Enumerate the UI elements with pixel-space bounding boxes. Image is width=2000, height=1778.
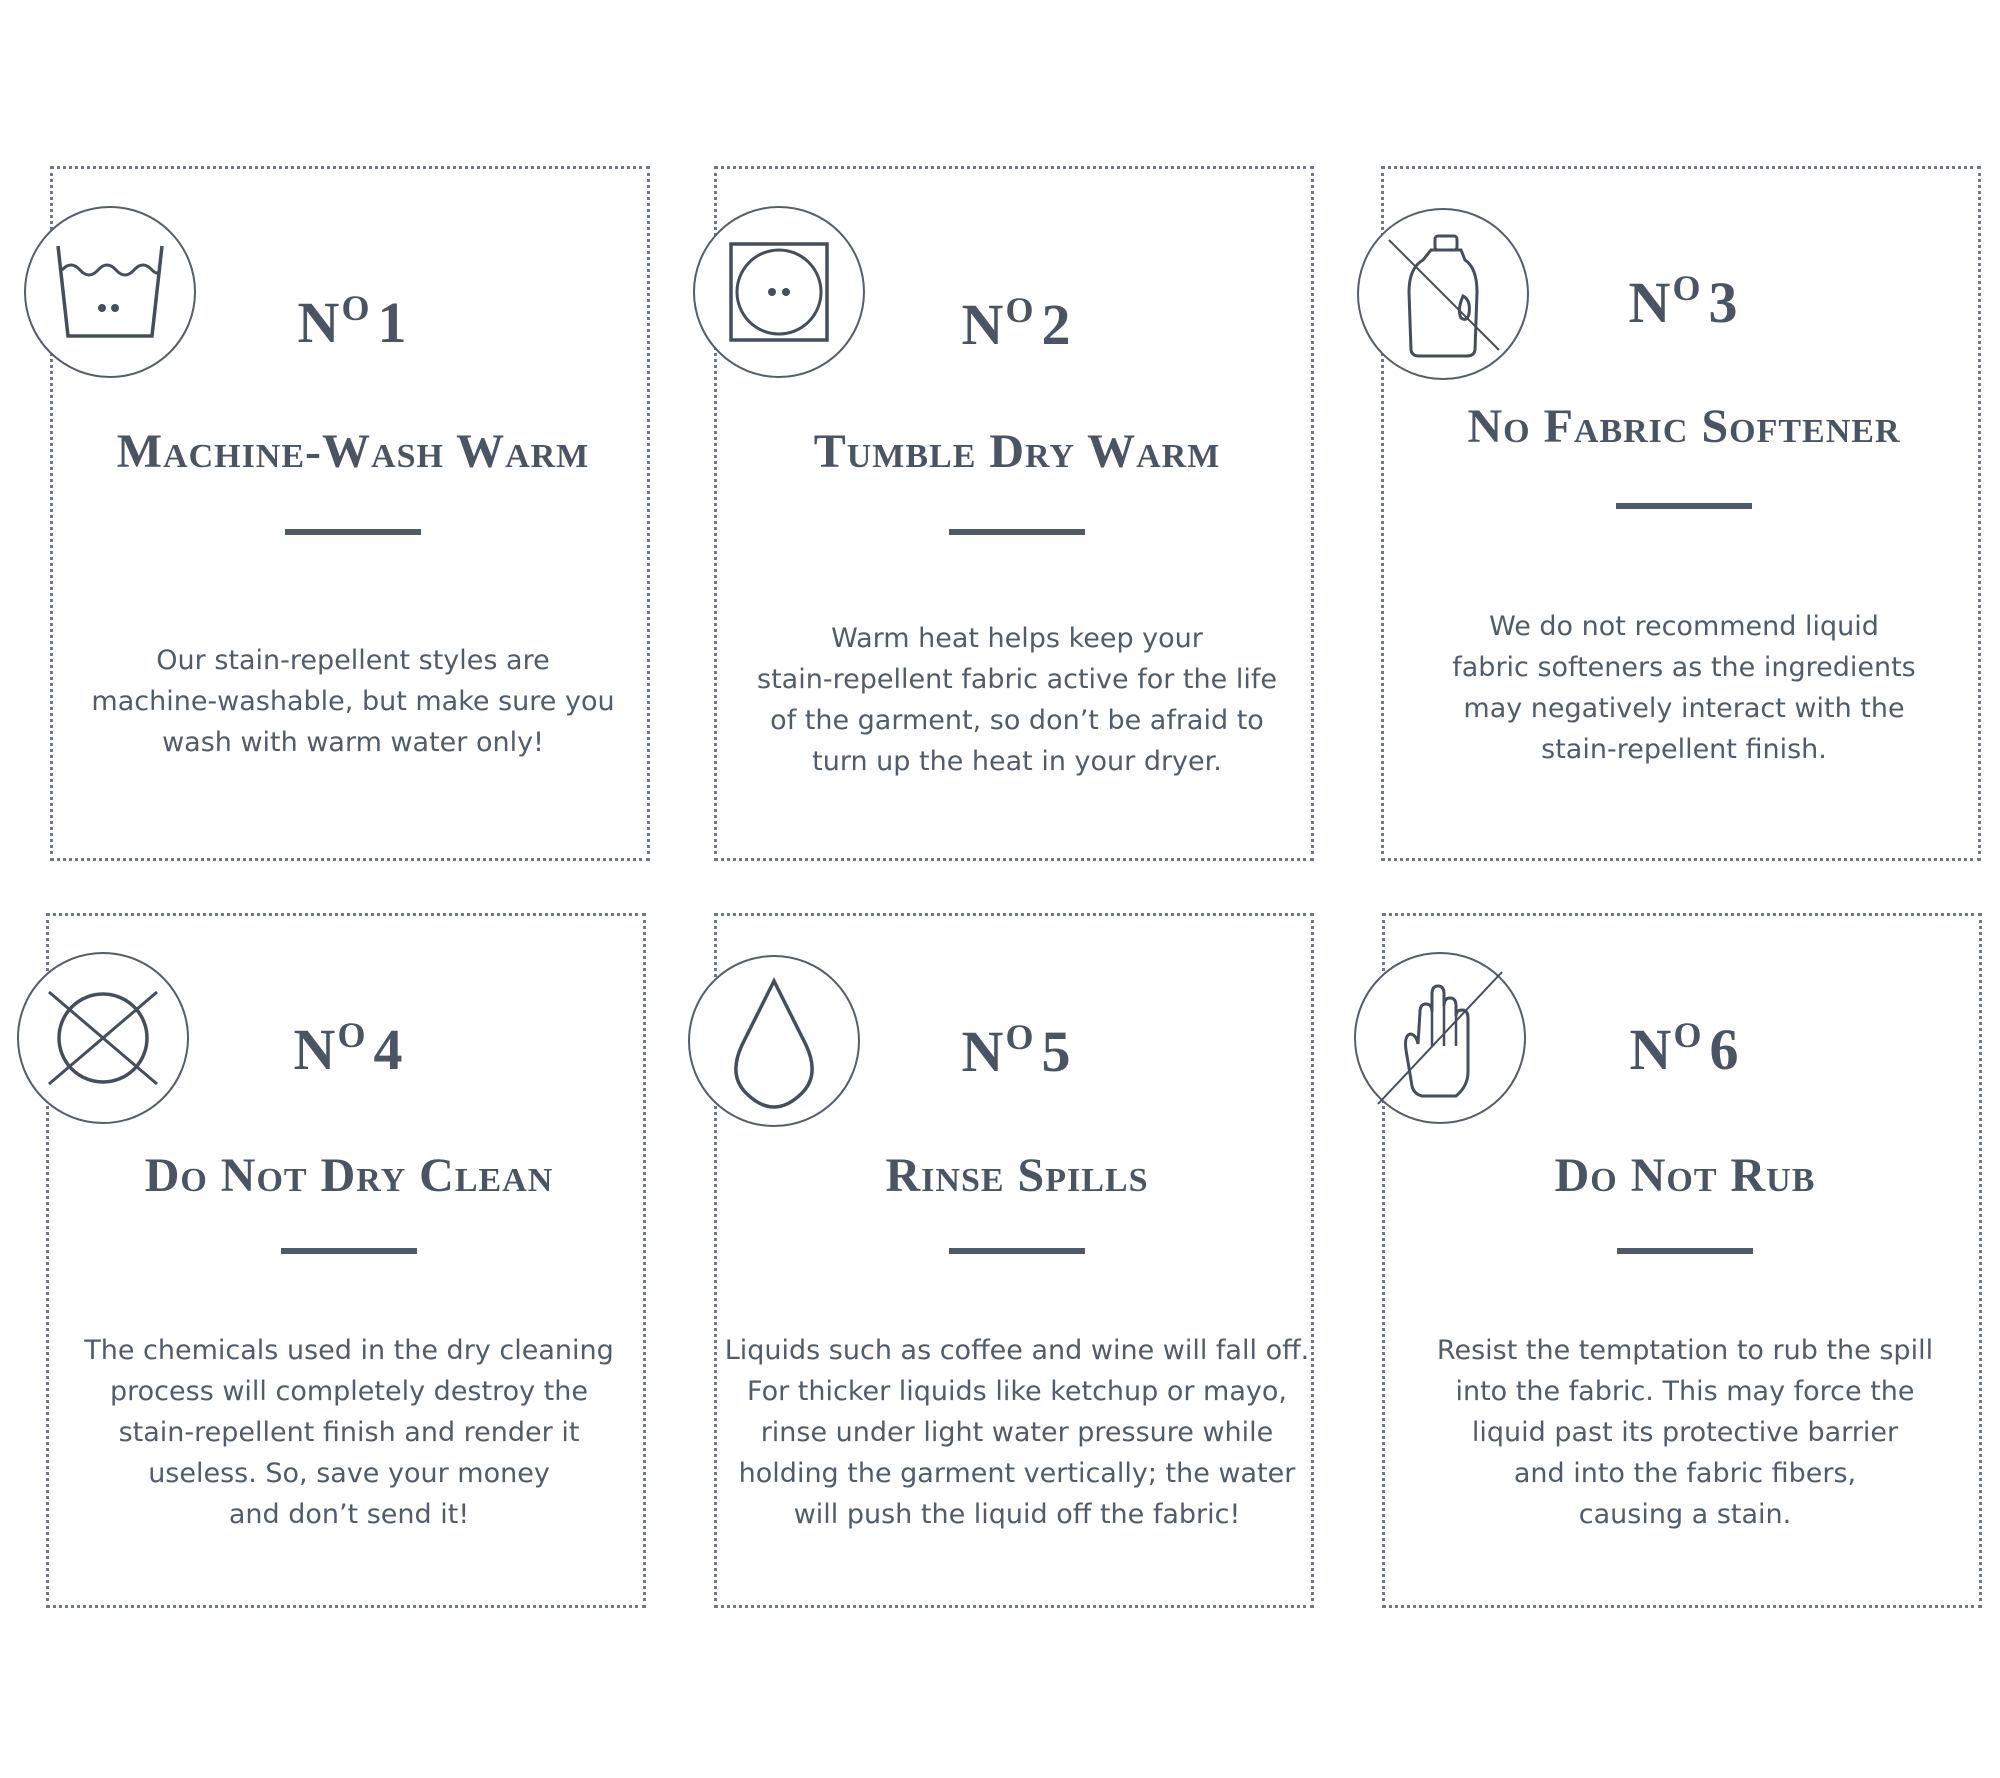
card-description: Resist the temptation to rub the spill into the fabric. This may force the liquid past its protective barrier and into the fabric fibers, causing a stain. (1436, 1335, 1934, 1530)
card-title: No Fabric Softener (1467, 400, 1901, 453)
title-divider (1616, 503, 1752, 509)
water-drop-icon (688, 955, 860, 1127)
card-description: Warm heat helps keep your stain-repellent fabric active for the life of the garment, so don’t be afraid to turn up the heat in your dryer. (757, 623, 1277, 777)
card-description: Liquids such as coffee and wine will fall off. For thicker liquids like ketchup or mayo, rinse under light water pressure while holding the garment vertically; the water will push the liquid off the fabric! (724, 1335, 1310, 1530)
title-divider (285, 529, 421, 535)
title-divider (949, 529, 1085, 535)
title-divider (949, 1248, 1085, 1254)
card-description: The chemicals used in the dry cleaning process will completely destroy the stain-repellent finish and render it useless. So, save your money and don’t send it! (84, 1335, 614, 1530)
card-number: $N^O$ 1 (297, 288, 409, 355)
card-title: Tumble Dry Warm (813, 425, 1221, 478)
card-number: $N^O$ 2 (961, 290, 1073, 357)
wash-basin-icon (24, 206, 196, 378)
card-description: We do not recommend liquid fabric softeners as the ingredients may negatively interact with the stain-repellent finish. (1452, 611, 1916, 765)
card-title: Do Not Rub (1554, 1149, 1816, 1202)
card-number: $N^O$ 6 (1629, 1015, 1741, 1082)
tumble-dry-icon (693, 206, 865, 378)
card-number: $N^O$ 3 (1628, 268, 1740, 335)
card-number: $N^O$ 4 (293, 1015, 405, 1082)
card-description: Our stain-repellent styles are machine-washable, but make sure you wash with warm water only! (91, 645, 615, 758)
no-softener-bottle-icon (1357, 208, 1529, 380)
card-title: Do Not Dry Clean (144, 1149, 554, 1202)
card-title: Rinse Spills (885, 1149, 1149, 1202)
card-title: Machine-Wash Warm (116, 425, 590, 478)
card-number: $N^O$ 5 (961, 1017, 1073, 1084)
no-dry-clean-icon (17, 952, 189, 1124)
title-divider (1617, 1248, 1753, 1254)
title-divider (281, 1248, 417, 1254)
no-rub-hand-icon (1354, 952, 1526, 1124)
